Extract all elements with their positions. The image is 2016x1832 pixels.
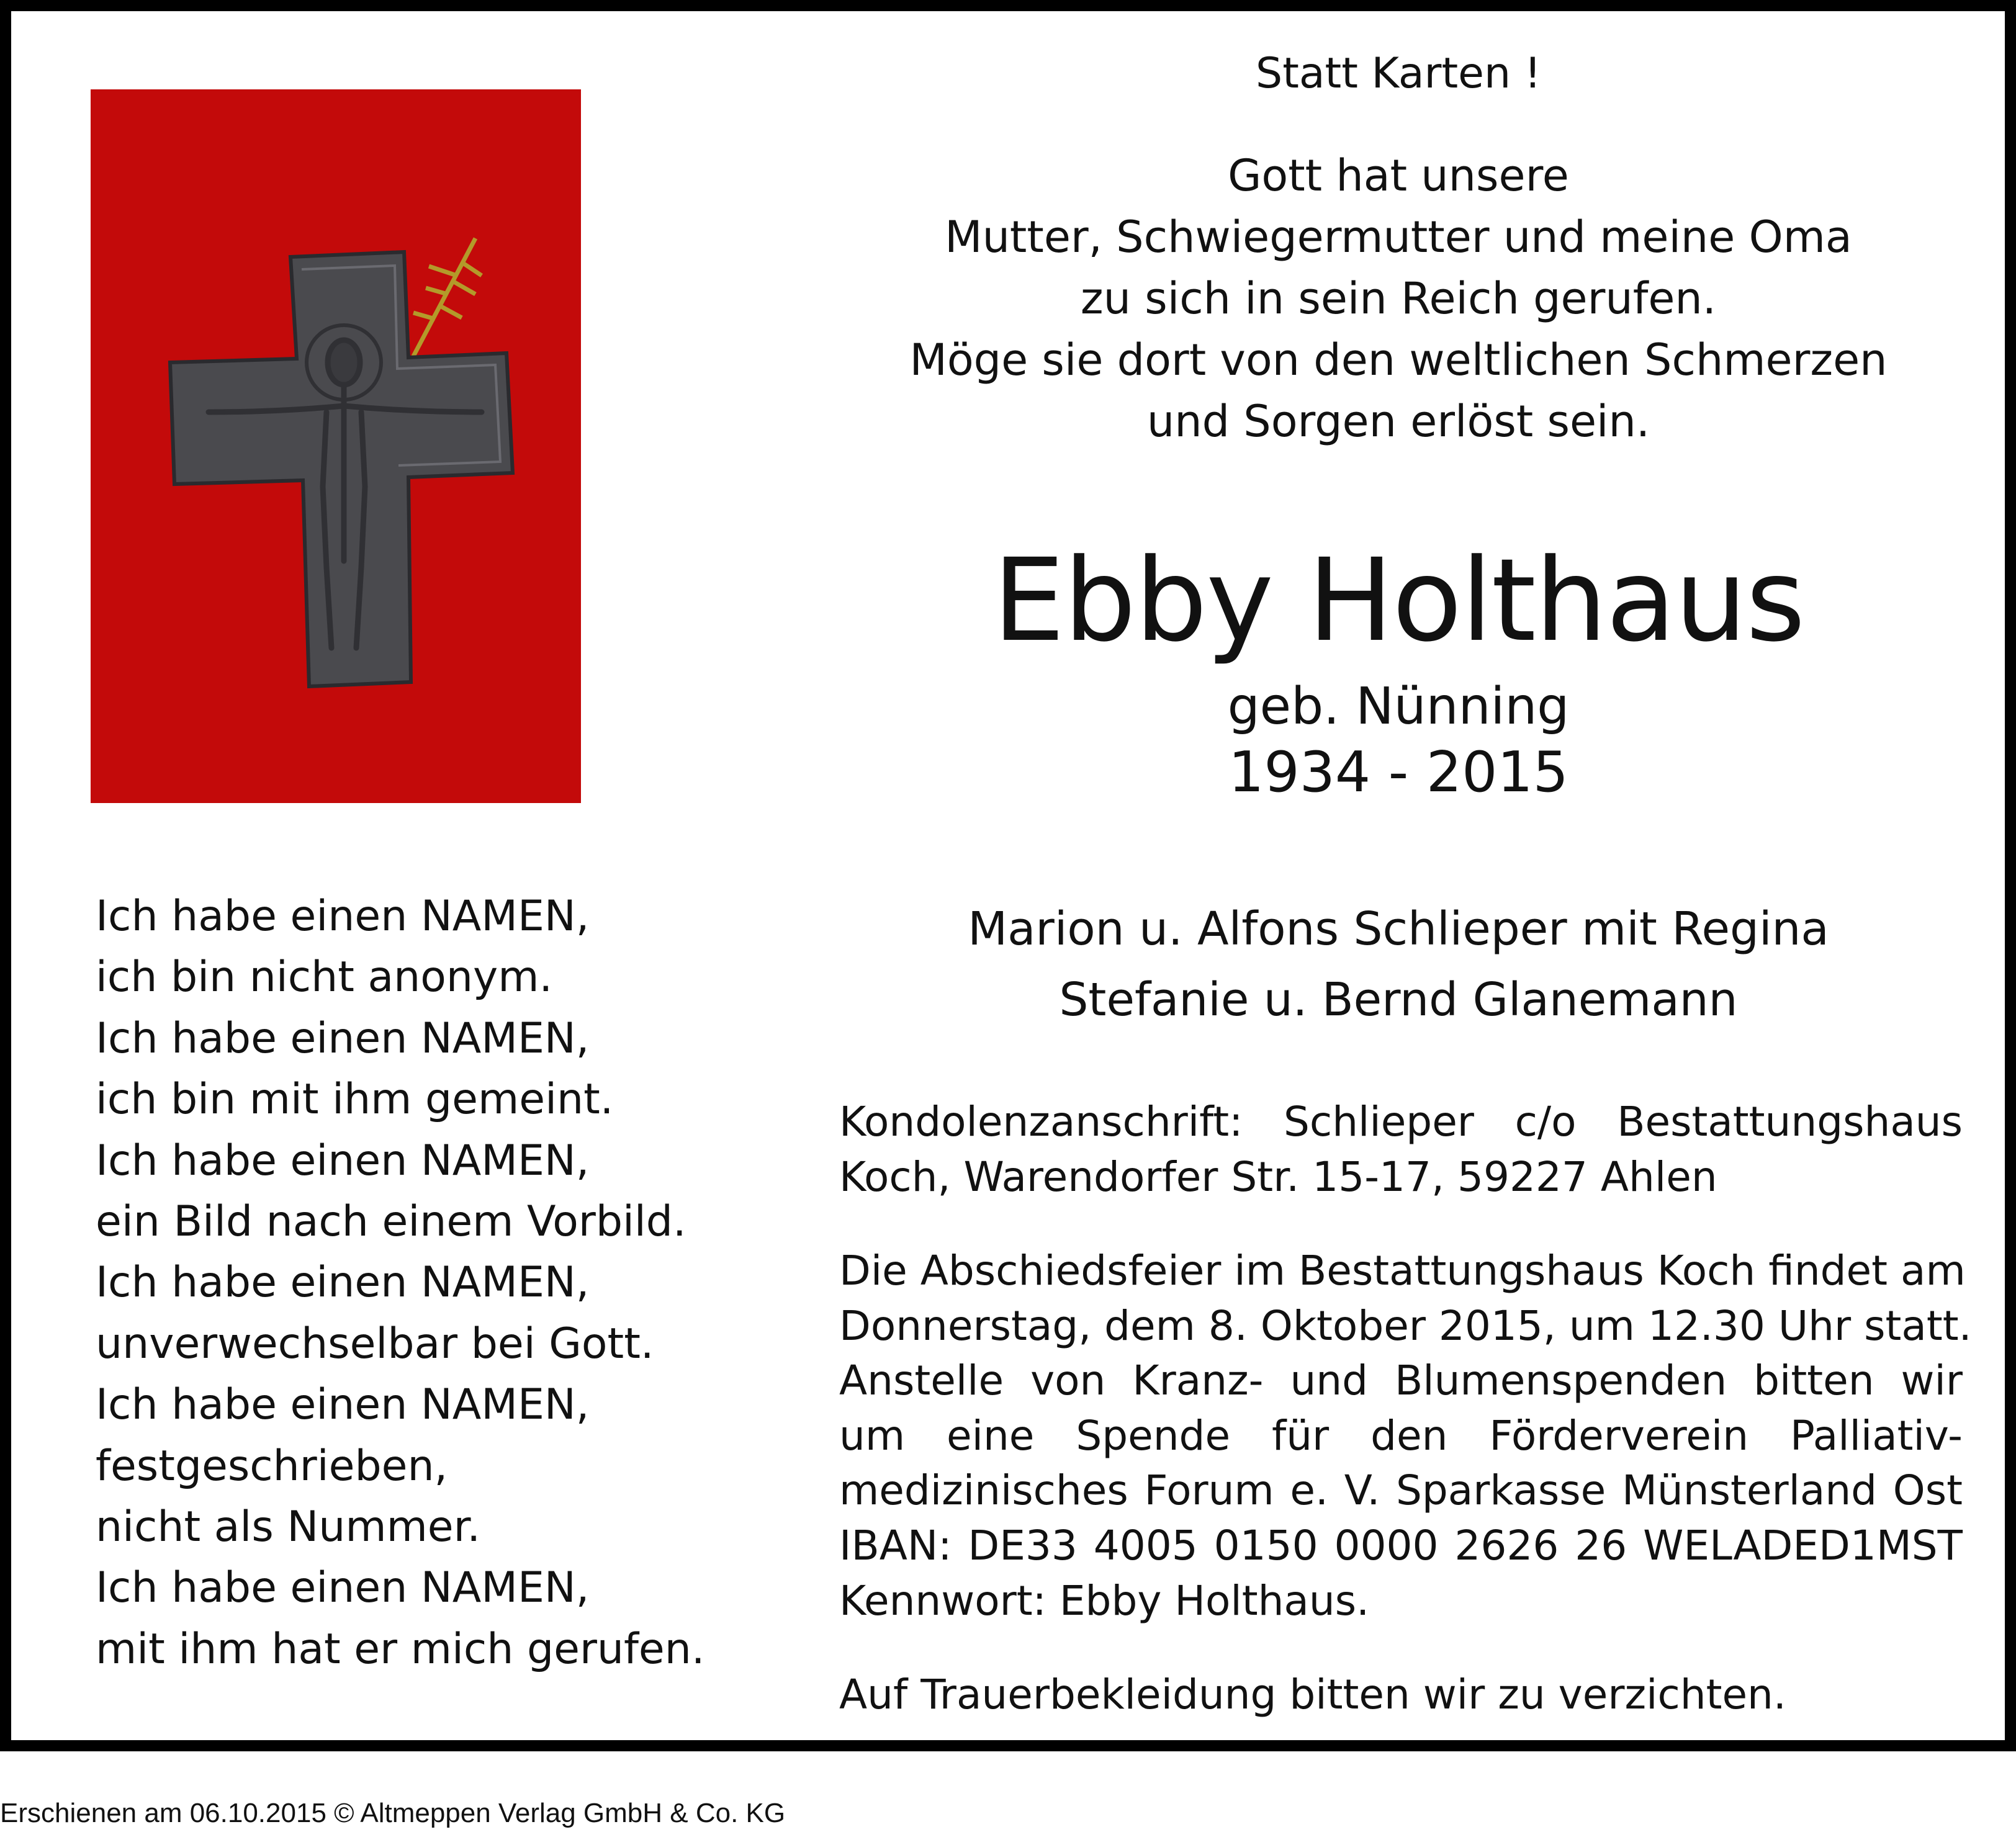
poem-line: ich bin nicht anonym. xyxy=(96,953,553,1002)
intro-line: Gott hat unsere xyxy=(1228,150,1569,201)
poem-line: ich bin mit ihm gemeint. xyxy=(96,1075,614,1125)
ceremony-details xyxy=(839,1244,1972,1628)
poem-line: festgeschrieben, xyxy=(96,1441,448,1491)
poem-line: Ich habe einen NAMEN, xyxy=(96,1563,590,1613)
closing-note: Auf Trauerbekleidung bitten wir zu verzichten. xyxy=(839,1671,1786,1718)
ceremony-line: Anstelle von Kranz- und Blumenspenden bitten wir xyxy=(839,1357,1963,1405)
poem-line: Ich habe einen NAMEN, xyxy=(96,1136,590,1185)
ceremony-line: Kennwort: Ebby Holthaus. xyxy=(839,1576,1370,1625)
ceremony-line: medizinisches Forum e. V. Sparkasse Münsterland Ost xyxy=(839,1466,1963,1515)
condolence-line: Kondolenzanschrift: Schlieper c/o Bestattungshaus xyxy=(839,1098,1963,1146)
condolence-address xyxy=(839,1095,1963,1205)
statt-karten-heading: Statt Karten ! xyxy=(1256,49,1541,98)
intro-line: und Sorgen erlöst sein. xyxy=(1146,396,1650,447)
intro-line: Möge sie dort von den weltlichen Schmerzen xyxy=(909,335,1888,385)
publication-footer: Erschienen am 06.10.2015 © Altmeppen Verlag GmbH & Co. KG xyxy=(0,1798,786,1828)
crucifix-image xyxy=(91,89,581,803)
birth-name: geb. Nünning xyxy=(1227,677,1570,736)
deceased-name: Ebby Holthaus xyxy=(992,534,1804,667)
condolence-line: Koch, Warendorfer Str. 15-17, 59227 Ahlen xyxy=(839,1152,1717,1201)
poem-line: Ich habe einen NAMEN, xyxy=(96,1013,590,1063)
intro-line: zu sich in sein Reich gerufen. xyxy=(1080,273,1717,324)
poem xyxy=(96,886,704,1680)
poem-line: Ich habe einen NAMEN, xyxy=(96,892,590,941)
ceremony-line: IBAN: DE33 4005 0150 0000 2626 26 WELADED1MST xyxy=(839,1521,1963,1569)
poem-line: mit ihm hat er mich gerufen. xyxy=(96,1624,705,1674)
ceremony-line: Donnerstag, dem 8. Oktober 2015, um 12.30 Uhr statt. xyxy=(839,1301,1972,1350)
mourner-line: Marion u. Alfons Schlieper mit Regina xyxy=(968,902,1829,956)
mourner-line: Stefanie u. Bernd Glanemann xyxy=(1059,973,1738,1026)
poem-line: Ich habe einen NAMEN, xyxy=(96,1258,590,1308)
mourners-list xyxy=(830,894,1966,1035)
life-years: 1934 - 2015 xyxy=(1228,740,1568,805)
poem-line: unverwechselbar bei Gott. xyxy=(96,1319,654,1368)
intro-line: Mutter, Schwiegermutter und meine Oma xyxy=(945,212,1852,263)
ceremony-line: um eine Spende für den Förderverein Palliativ- xyxy=(839,1411,1963,1460)
ceremony-line: Die Abschiedsfeier im Bestattungshaus Koch findet am xyxy=(839,1247,1966,1295)
poem-line: nicht als Nummer. xyxy=(96,1502,480,1552)
intro-text xyxy=(830,145,1966,452)
poem-line: Ich habe einen NAMEN, xyxy=(96,1380,590,1430)
poem-line: ein Bild nach einem Vorbild. xyxy=(96,1197,686,1247)
